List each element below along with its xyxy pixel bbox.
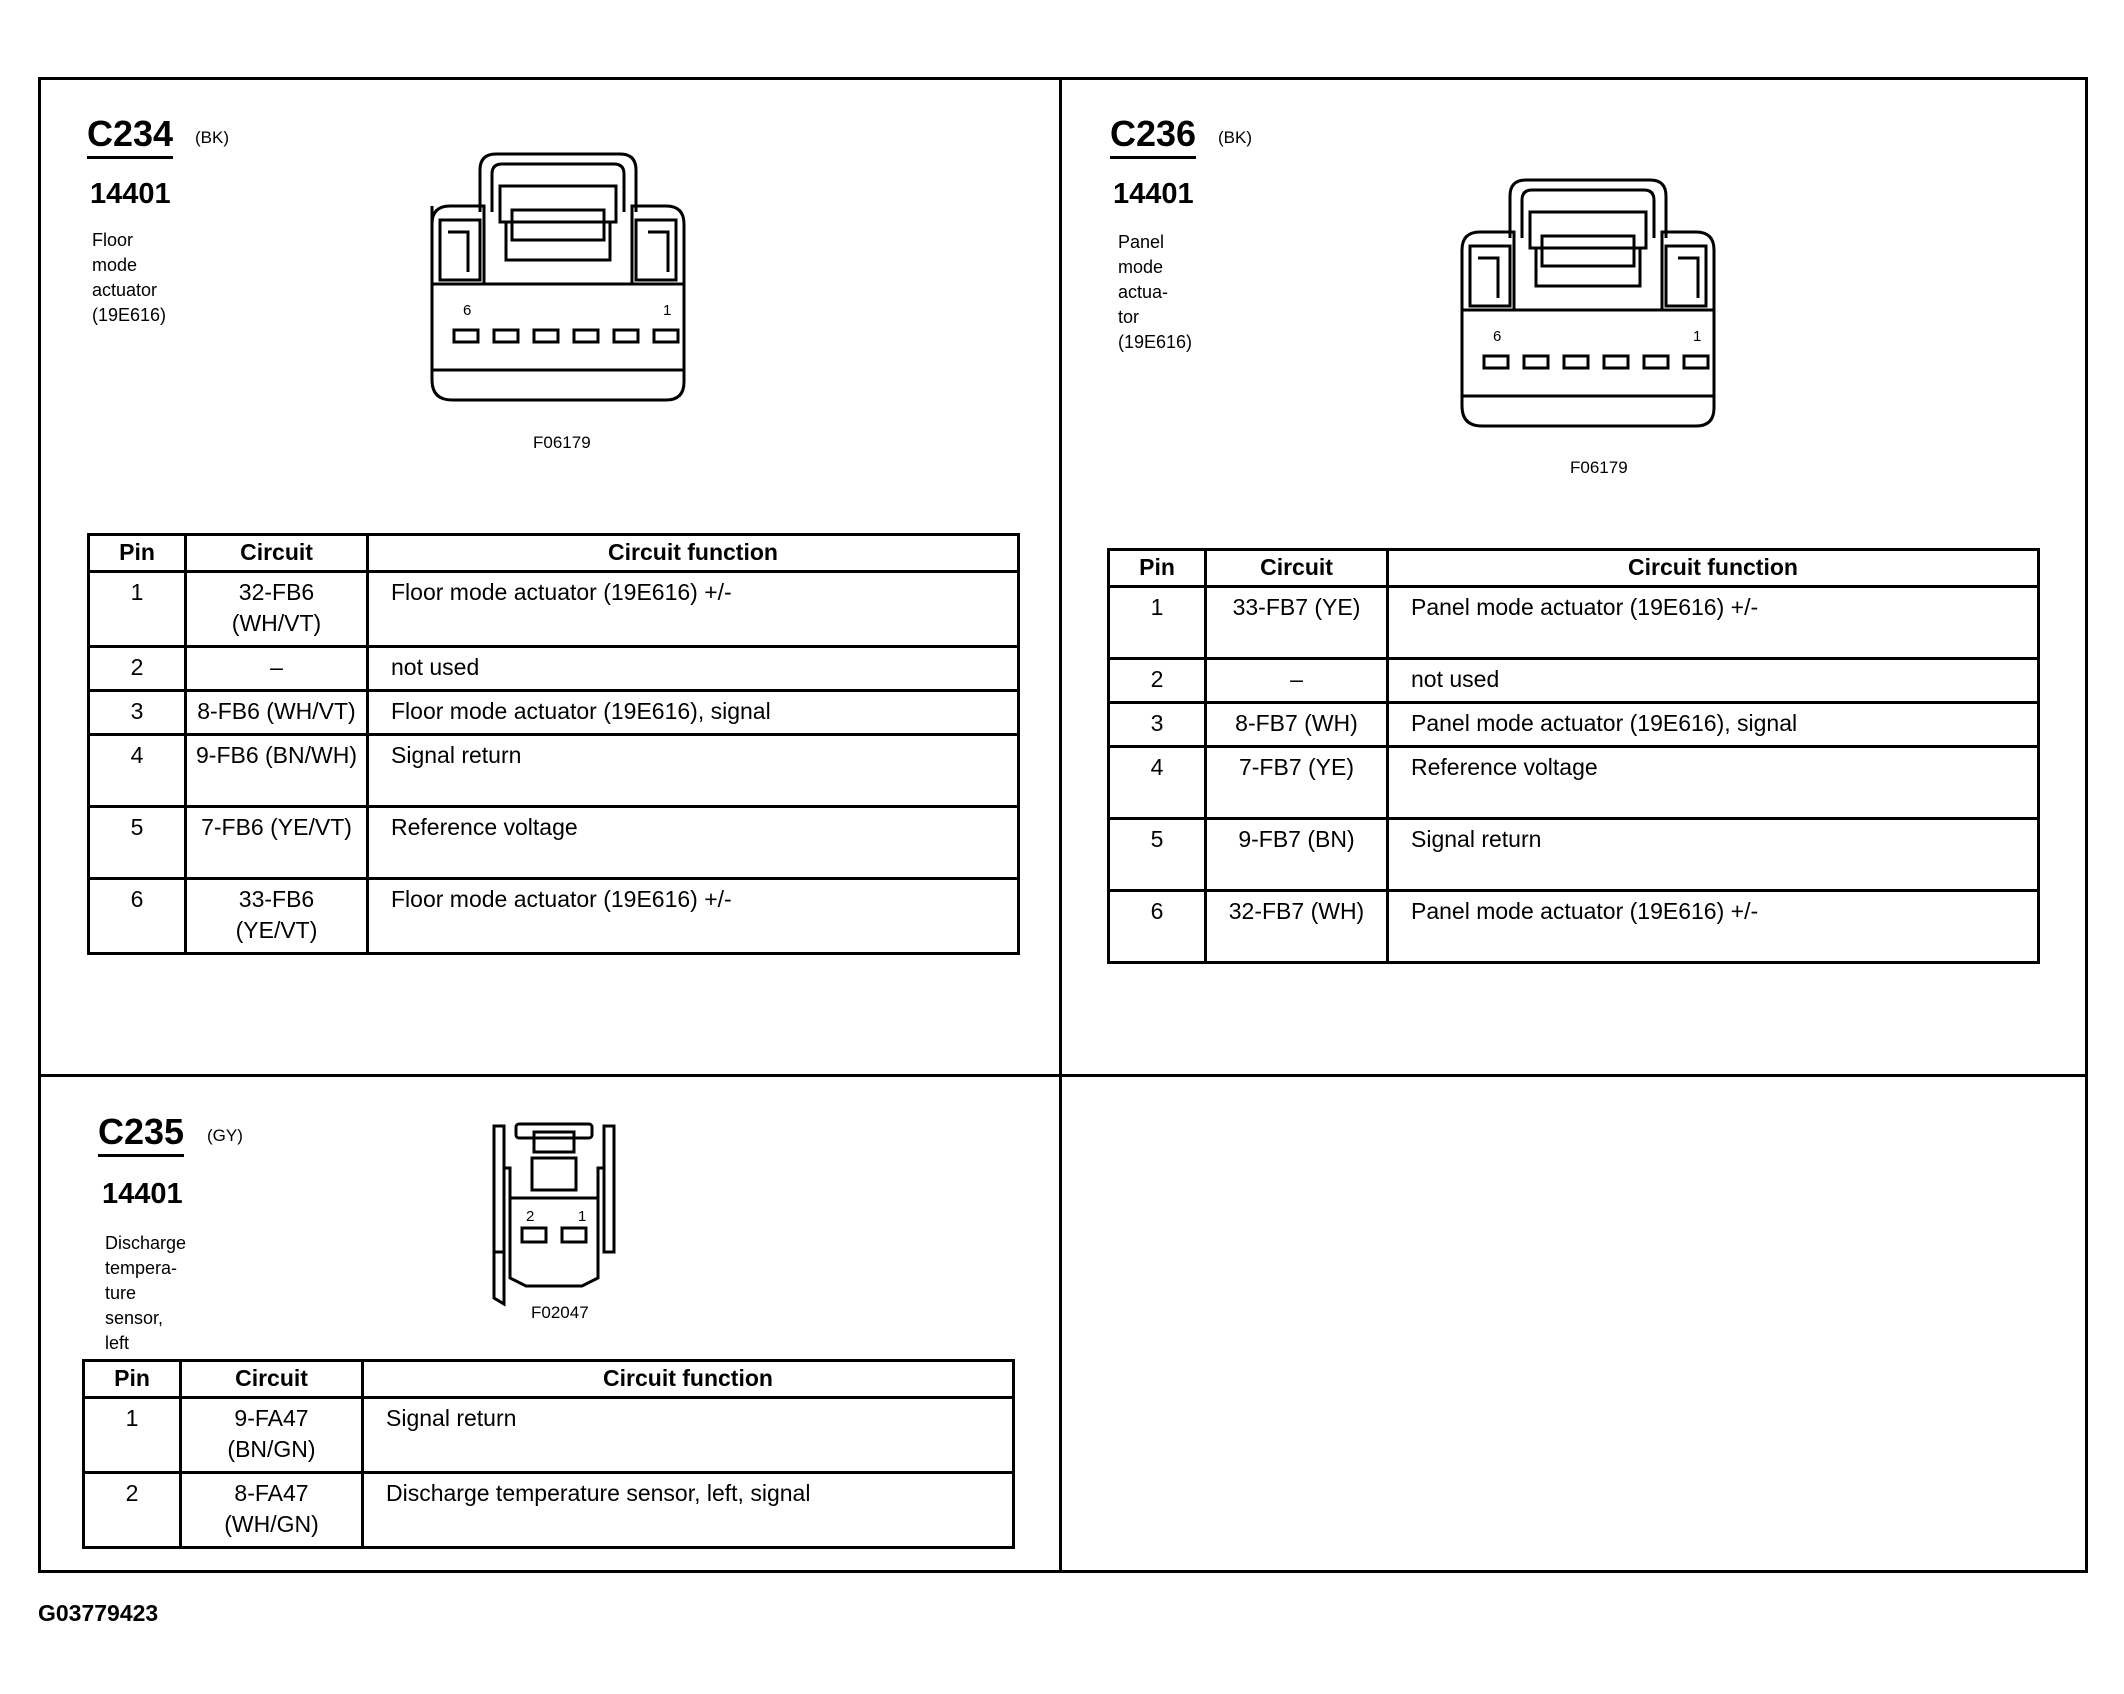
pin-number: 1 — [89, 572, 186, 647]
circuit-cell: – — [186, 647, 368, 691]
connector-color: (BK) — [195, 128, 229, 147]
description-line: Floor mode actuator — [92, 230, 158, 300]
function-cell: not used — [368, 647, 1019, 691]
description-line: ture sensor, left — [105, 1283, 164, 1353]
circuit-cell: 33-FB7 (YE) — [1206, 587, 1388, 659]
circuit-cell — [186, 572, 368, 647]
table-row — [89, 879, 1019, 954]
pin-number: 4 — [89, 735, 186, 807]
circuit-cell: 8-FB7 (WH) — [1206, 703, 1388, 747]
connector-color: (GY) — [207, 1126, 243, 1145]
vertical-divider — [1059, 77, 1062, 1573]
header-pin: Pin — [89, 535, 186, 572]
header-pin: Pin — [1109, 550, 1206, 587]
circuit-line: 32-FB6 — [238, 579, 315, 605]
circuit-cell: 9-FB7 (BN) — [1206, 819, 1388, 891]
function-cell: Discharge temperature sensor, left, signal — [363, 1473, 1014, 1548]
table-row — [89, 735, 1019, 807]
function-cell: not used — [1388, 659, 2039, 703]
description-line: Panel mode actua- — [1118, 232, 1169, 302]
circuit-line: (BN/GN) — [227, 1436, 316, 1462]
table-row — [89, 647, 1019, 691]
table-row — [1109, 587, 2039, 659]
table-row — [1109, 659, 2039, 703]
pin-number: 6 — [1109, 891, 1206, 963]
table-row — [1109, 891, 2039, 963]
pin-table-c234 — [87, 533, 1020, 955]
pin-number: 5 — [89, 807, 186, 879]
circuit-cell: 32-FB7 (WH) — [1206, 891, 1388, 963]
header-circuit: Circuit — [181, 1361, 363, 1398]
function-cell: Floor mode actuator (19E616), signal — [368, 691, 1019, 735]
circuit-cell: 7-FB7 (YE) — [1206, 747, 1388, 819]
header-function: Circuit function — [1388, 550, 2039, 587]
header-function: Circuit function — [368, 535, 1019, 572]
table-row — [1109, 819, 2039, 891]
description-line: Discharge tempera- — [105, 1233, 187, 1278]
pin-number: 5 — [1109, 819, 1206, 891]
connector-id: C236 — [1110, 114, 1196, 159]
function-cell: Panel mode actuator (19E616) +/- — [1388, 891, 2039, 963]
function-cell: Panel mode actuator (19E616) +/- — [1388, 587, 2039, 659]
pin-label-right: 1 — [578, 1208, 587, 1225]
pin-label-left: 2 — [526, 1208, 535, 1225]
table-row — [89, 807, 1019, 879]
description-line: (19E616) — [92, 305, 167, 325]
connector-color: (BK) — [1218, 128, 1252, 147]
figure-id: F06179 — [1570, 458, 1628, 477]
circuit-cell — [181, 1473, 363, 1548]
table-header-row — [1109, 550, 2039, 587]
circuit-line: (YE/VT) — [235, 917, 318, 943]
header-circuit: Circuit — [186, 535, 368, 572]
part-number: 14401 — [102, 1178, 183, 1210]
function-cell: Floor mode actuator (19E616) +/- — [368, 572, 1019, 647]
circuit-cell — [181, 1398, 363, 1473]
table-row — [84, 1398, 1014, 1473]
circuit-cell: 8-FB6 (WH/VT) — [186, 691, 368, 735]
connector-id: C234 — [87, 114, 173, 159]
table-row — [1109, 747, 2039, 819]
table-row — [1109, 703, 2039, 747]
pin-number: 2 — [89, 647, 186, 691]
connector-description — [92, 228, 166, 328]
six-pin-connector-drawing — [1450, 176, 1730, 436]
pin-table-c236 — [1107, 548, 2040, 964]
pin-number: 3 — [1109, 703, 1206, 747]
drawing-id: G03779423 — [38, 1600, 159, 1626]
circuit-cell: 7-FB6 (YE/VT) — [186, 807, 368, 879]
table-header-row — [89, 535, 1019, 572]
circuit-line: (WH/GN) — [224, 1511, 319, 1537]
pin-number: 4 — [1109, 747, 1206, 819]
circuit-cell: – — [1206, 659, 1388, 703]
function-cell: Reference voltage — [1388, 747, 2039, 819]
pin-table-c235 — [82, 1359, 1015, 1549]
pin-label-left: 6 — [1493, 328, 1502, 345]
circuit-cell — [186, 879, 368, 954]
pin-number: 6 — [89, 879, 186, 954]
table-header-row — [84, 1361, 1014, 1398]
pin-number: 2 — [1109, 659, 1206, 703]
table-row — [89, 691, 1019, 735]
function-cell: Signal return — [363, 1398, 1014, 1473]
two-pin-connector-drawing — [486, 1118, 626, 1308]
part-number: 14401 — [1113, 178, 1194, 210]
pin-label-right: 1 — [663, 302, 672, 319]
figure-id: F06179 — [533, 433, 591, 452]
function-cell: Signal return — [368, 735, 1019, 807]
pin-label-left: 6 — [463, 302, 472, 319]
table-row — [84, 1473, 1014, 1548]
description-line: tor (19E616) — [1118, 307, 1193, 352]
horizontal-divider — [38, 1074, 2088, 1077]
function-cell: Signal return — [1388, 819, 2039, 891]
connector-id: C235 — [98, 1112, 184, 1157]
circuit-line: (WH/VT) — [231, 610, 322, 636]
pin-number: 1 — [1109, 587, 1206, 659]
header-pin: Pin — [84, 1361, 181, 1398]
circuit-line: 8-FA47 — [234, 1480, 309, 1506]
function-cell: Reference voltage — [368, 807, 1019, 879]
connector-description — [105, 1231, 186, 1356]
six-pin-connector-drawing — [420, 150, 700, 410]
pin-label-right: 1 — [1693, 328, 1702, 345]
table-row — [89, 572, 1019, 647]
circuit-line: 9-FA47 — [234, 1405, 309, 1431]
function-cell: Floor mode actuator (19E616) +/- — [368, 879, 1019, 954]
figure-id: F02047 — [531, 1303, 589, 1322]
header-circuit: Circuit — [1206, 550, 1388, 587]
function-cell: Panel mode actuator (19E616), signal — [1388, 703, 2039, 747]
part-number: 14401 — [90, 178, 171, 210]
header-function: Circuit function — [363, 1361, 1014, 1398]
connector-description — [1118, 230, 1192, 355]
pin-number: 1 — [84, 1398, 181, 1473]
pin-number: 3 — [89, 691, 186, 735]
pin-number: 2 — [84, 1473, 181, 1548]
circuit-cell: 9-FB6 (BN/WH) — [186, 735, 368, 807]
circuit-line: 33-FB6 — [238, 886, 315, 912]
